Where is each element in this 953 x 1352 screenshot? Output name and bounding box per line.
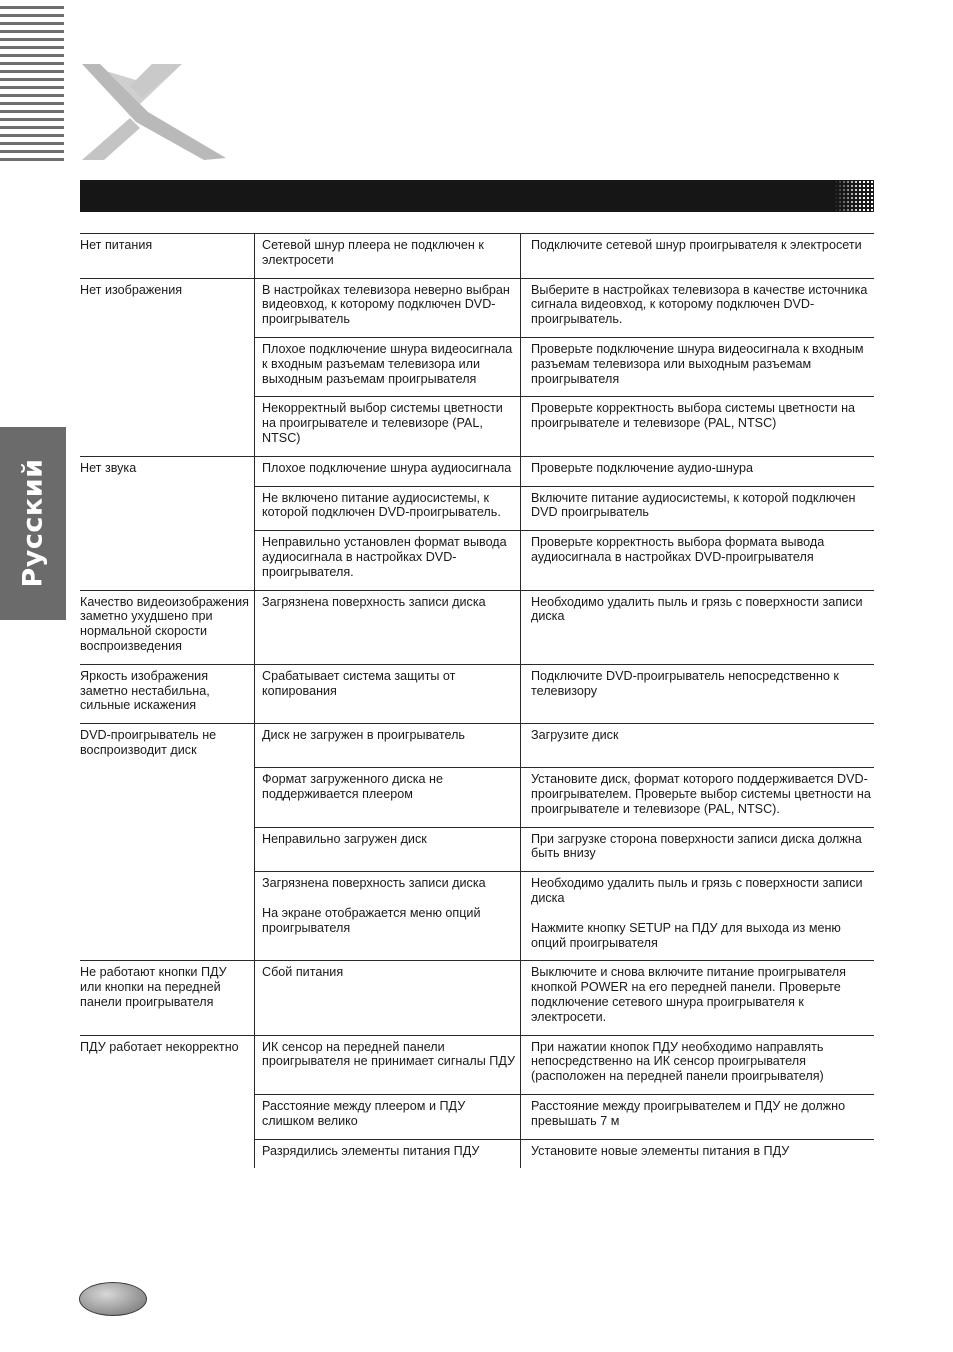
problem-cell [80, 337, 255, 396]
cause-cell: Сетевой шнур плеера не подключен к электросети [255, 234, 521, 279]
problem-cell: ПДУ работает некорректно [80, 1035, 255, 1094]
solution-cell: Выберите в настройках телевизора в качестве источника сигнала видеовход, к которому подключен DVD-проигрыватель. [521, 278, 875, 337]
cause-cell [255, 872, 521, 961]
solution-cell: Включите питание аудиосистемы, к которой подключен DVD проигрыватель [521, 486, 875, 531]
cause-text: Загрязнена поверхность записи диска [262, 876, 486, 891]
cause-cell: Сбой питания [255, 961, 521, 1035]
solution-cell: Подключите DVD-проигрыватель непосредственно к телевизору [521, 664, 875, 723]
solution-cell: Подключите сетевой шнур проигрывателя к электросети [521, 234, 875, 279]
table-row [80, 768, 874, 827]
solution-cell: Выключите и снова включите питание проигрывателя кнопкой POWER на его передней панели. Проверьте подключение сетевого шнура проигрывателя к электросети. [521, 961, 875, 1035]
problem-cell: DVD-проигрыватель не воспроизводит диск [80, 724, 255, 768]
solution-cell: Проверьте корректность выбора формата вывода аудиосигнала в настройках DVD-проигрывателя [521, 531, 875, 590]
problem-cell [80, 827, 255, 872]
table-row [80, 961, 874, 1035]
problem-cell: Нет питания [80, 234, 255, 279]
solution-cell: При загрузке сторона поверхности записи диска должна быть внизу [521, 827, 875, 872]
problem-cell [80, 1139, 255, 1168]
table-row [80, 872, 874, 961]
table-row [80, 590, 874, 664]
cause-cell: Не включено питание аудиосистемы, к которой подключен DVD-проигрыватель. [255, 486, 521, 531]
cause-text-secondary: На экране отображается меню опций проигрывателя [262, 906, 481, 935]
section-header-bar [80, 180, 874, 212]
problem-cell [80, 872, 255, 961]
table-row [80, 337, 874, 396]
cause-cell: Загрязнена поверхность записи диска [255, 590, 521, 664]
header-dot-pattern [834, 180, 874, 212]
cause-cell: В настройках телевизора неверно выбран видеовход, к которому подключен DVD-проигрыватель [255, 278, 521, 337]
problem-cell [80, 1094, 255, 1139]
solution-cell: Проверьте корректность выбора системы цветности на проигрывателе и телевизоре (PAL, NTSC) [521, 397, 875, 456]
cause-cell: Диск не загружен в проигрыватель [255, 724, 521, 768]
solution-cell: При нажатии кнопок ПДУ необходимо направлять непосредственно на ИК сенсор проигрывателя (расположен на передней панели проигрывателя) [521, 1035, 875, 1094]
decorative-stripes [0, 6, 64, 162]
cause-cell: Некорректный выбор системы цветности на проигрывателе и телевизоре (PAL, NTSC) [255, 397, 521, 456]
cause-cell: Срабатывает система защиты от копирования [255, 664, 521, 723]
brand-logo-x [78, 60, 228, 162]
table-row [80, 531, 874, 590]
problem-cell [80, 531, 255, 590]
solution-cell: Проверьте подключение аудио-шнура [521, 456, 875, 486]
cause-cell: Неправильно загружен диск [255, 827, 521, 872]
cause-cell: Неправильно установлен формат вывода аудиосигнала в настройках DVD-проигрывателя. [255, 531, 521, 590]
solution-cell [521, 872, 875, 961]
solution-cell: Необходимо удалить пыль и грязь с поверхности записи диска [521, 590, 875, 664]
problem-cell: Нет звука [80, 456, 255, 486]
table-row [80, 234, 874, 279]
table-row [80, 397, 874, 456]
table-row [80, 664, 874, 723]
problem-cell [80, 486, 255, 531]
problem-cell: Качество видеоизображения заметно ухудшено при нормальной скорости воспроизведения [80, 590, 255, 664]
table-row [80, 1094, 874, 1139]
problem-cell: Яркость изображения заметно нестабильна, сильные искажения [80, 664, 255, 723]
table-row [80, 456, 874, 486]
language-label: Русский [17, 458, 49, 588]
solution-cell: Загрузите диск [521, 724, 875, 768]
solution-text-secondary: Нажмите кнопку SETUP на ПДУ для выхода из меню опций проигрывателя [531, 920, 841, 950]
table-row [80, 278, 874, 337]
table-row [80, 486, 874, 531]
problem-cell: Не работают кнопки ПДУ или кнопки на передней панели проигрывателя [80, 961, 255, 1035]
solution-cell: Установите новые элементы питания в ПДУ [521, 1139, 875, 1168]
table-row [80, 724, 874, 768]
language-side-tab [0, 427, 66, 620]
cause-cell: Разрядились элементы питания ПДУ [255, 1139, 521, 1168]
cause-cell: Плохое подключение шнура видеосигнала к входным разъемам телевизора или выходным разъемам проигрывателя [255, 337, 521, 396]
problem-cell [80, 768, 255, 827]
solution-cell: Проверьте подключение шнура видеосигнала к входным разъемам телевизора или выходным разъемам проигрывателя [521, 337, 875, 396]
table-row [80, 1035, 874, 1094]
solution-cell: Расстояние между проигрывателем и ПДУ не должно превышать 7 м [521, 1094, 875, 1139]
cause-cell: Формат загруженного диска не поддерживается плеером [255, 768, 521, 827]
table-row [80, 1139, 874, 1168]
cause-cell: Расстояние между плеером и ПДУ слишком велико [255, 1094, 521, 1139]
troubleshooting-table [80, 233, 874, 1168]
solution-text: Необходимо удалить пыль и грязь с поверхности записи диска [531, 876, 863, 905]
page-number-oval [79, 1282, 147, 1316]
problem-cell [80, 397, 255, 456]
solution-cell: Установите диск, формат которого поддерживается DVD-проигрывателем. Проверьте выбор системы цветности на проигрывателе и телевизоре (PAL, NTSC). [521, 768, 875, 827]
cause-cell: ИК сенсор на передней панели проигрывателя не принимает сигналы ПДУ [255, 1035, 521, 1094]
cause-cell: Плохое подключение шнура аудиосигнала [255, 456, 521, 486]
problem-cell: Нет изображения [80, 278, 255, 337]
table-row [80, 827, 874, 872]
